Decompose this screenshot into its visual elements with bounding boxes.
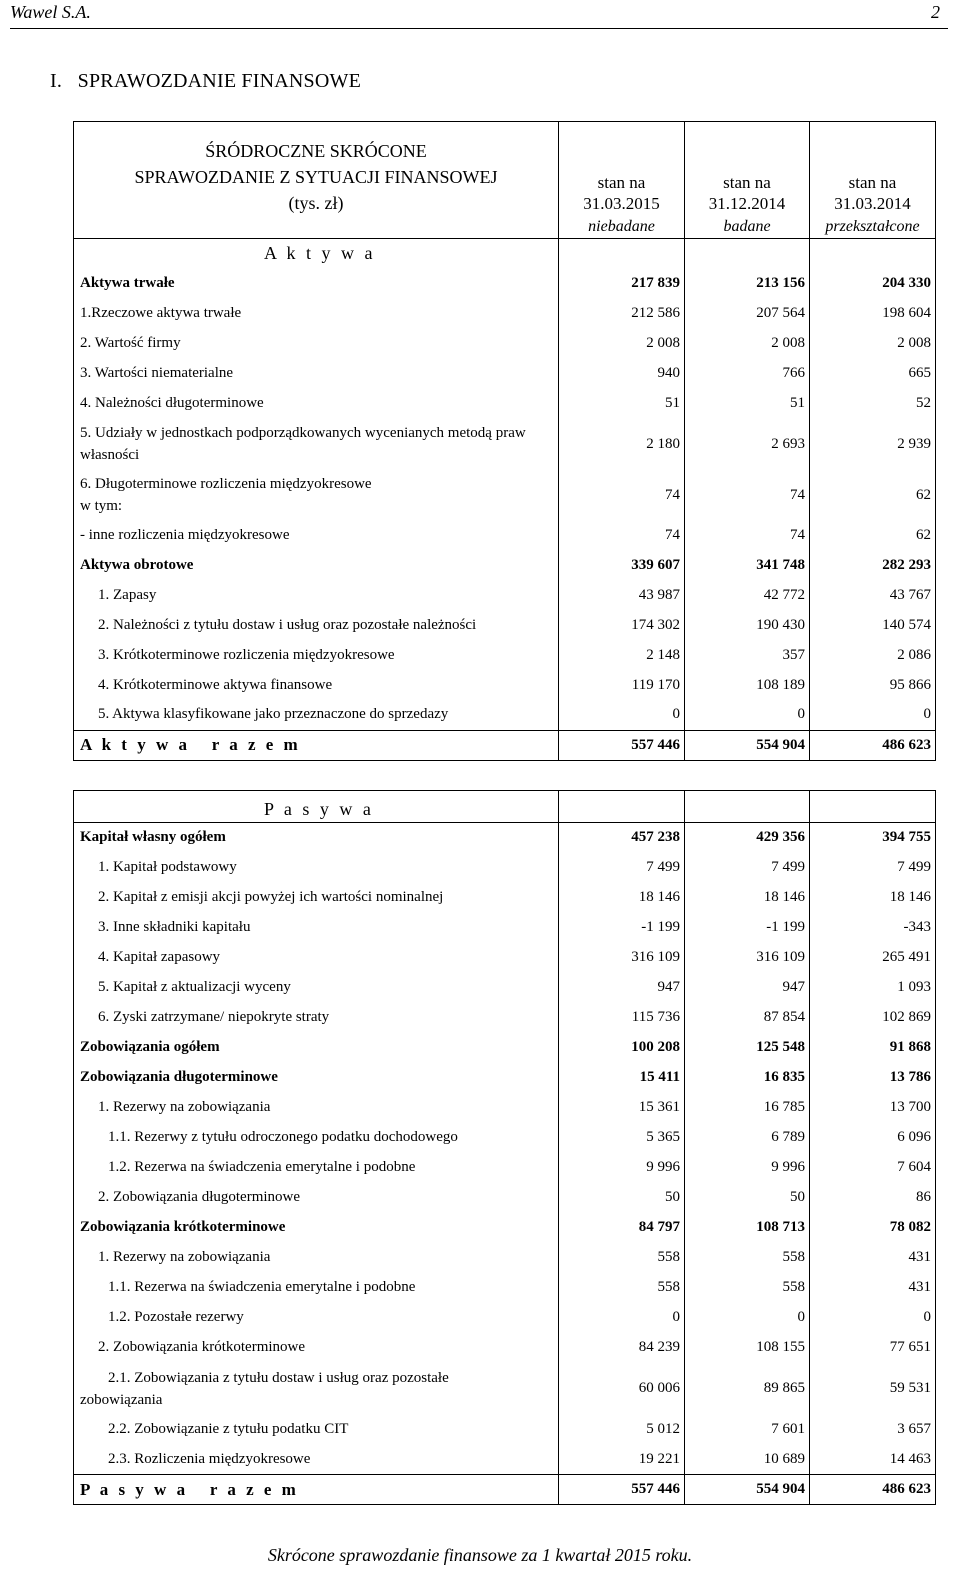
row-value: 429 356	[685, 823, 810, 853]
row-value: 341 748	[685, 550, 810, 580]
title-line-2: SPRAWOZDANIE Z SYTUACJI FINANSOWEJ	[134, 167, 498, 187]
col-header-line1: stan na	[723, 173, 771, 192]
row-label: 1. Kapitał podstawowy	[74, 853, 559, 883]
row-value: 16 835	[685, 1063, 810, 1093]
row-value: 7 499	[685, 853, 810, 883]
row-value: 204 330	[810, 268, 936, 298]
table-row	[74, 700, 936, 730]
table-row	[74, 1063, 936, 1093]
table-row	[74, 1445, 936, 1475]
table-row-total	[74, 1475, 936, 1505]
row-value: 947	[685, 973, 810, 1003]
row-label: 2. Należności z tytułu dostaw i usług oraz pozostałe należności	[74, 610, 559, 640]
row-label: 2.2. Zobowiązanie z tytułu podatku CIT	[74, 1415, 559, 1445]
col-header-line2: 31.03.2015	[583, 194, 660, 213]
row-label-extra: w tym:	[80, 498, 123, 514]
row-value: 486 623	[810, 1475, 936, 1505]
row-value: 102 869	[810, 1003, 936, 1033]
col-header-line2: 31.12.2014	[708, 194, 786, 213]
row-value: 78 082	[810, 1213, 936, 1243]
table-row	[74, 520, 936, 550]
table-row-total	[74, 730, 936, 760]
row-value: 0	[685, 700, 810, 730]
empty-cell	[685, 238, 810, 268]
row-label: Aktywa trwałe	[74, 268, 559, 298]
row-label: Kapitał własny ogółem	[74, 823, 559, 853]
row-value: 212 586	[559, 298, 685, 328]
row-value: 74	[685, 470, 810, 520]
row-value: 43 987	[559, 580, 685, 610]
row-value: 394 755	[810, 823, 936, 853]
row-label-text: 6. Długoterminowe rozliczenia międzyokresowe	[80, 476, 372, 492]
row-value: 119 170	[559, 670, 685, 700]
row-value: 100 208	[559, 1033, 685, 1063]
page-number: 2	[931, 2, 940, 22]
row-value: 0	[559, 1303, 685, 1333]
row-label: 2.3. Rozliczenia międzyokresowe	[74, 1445, 559, 1475]
row-value: 60 006	[559, 1363, 685, 1415]
table-row	[74, 470, 936, 520]
row-label: 4. Kapitał zapasowy	[74, 943, 559, 973]
row-value: 265 491	[810, 943, 936, 973]
row-value: 316 109	[559, 943, 685, 973]
table-row	[74, 943, 936, 973]
title-spacer	[74, 216, 559, 238]
row-label: 4. Należności długoterminowe	[74, 388, 559, 418]
company-name: Wawel S.A.	[10, 2, 91, 22]
table-row	[74, 610, 936, 640]
row-value: 51	[685, 388, 810, 418]
empty-cell	[810, 238, 936, 268]
row-label	[74, 470, 559, 520]
row-value: 554 904	[685, 1475, 810, 1505]
table-row	[74, 973, 936, 1003]
row-value: 84 797	[559, 1213, 685, 1243]
row-value: 18 146	[559, 883, 685, 913]
row-value: 16 785	[685, 1093, 810, 1123]
row-value: 87 854	[685, 1003, 810, 1033]
row-value: 217 839	[559, 268, 685, 298]
col-status: przekształcone	[810, 216, 936, 238]
row-value: 95 866	[810, 670, 936, 700]
table-row	[74, 1093, 936, 1123]
row-value: 125 548	[685, 1033, 810, 1063]
row-value: 316 109	[685, 943, 810, 973]
row-value: 108 155	[685, 1333, 810, 1363]
row-value: -1 199	[685, 913, 810, 943]
col-header-2014-03	[810, 122, 936, 217]
table-row	[74, 1033, 936, 1063]
row-label: 1. Zapasy	[74, 580, 559, 610]
row-value: 5 012	[559, 1415, 685, 1445]
row-label: Aktywa obrotowe	[74, 550, 559, 580]
row-label: 2. Kapitał z emisji akcji powyżej ich wartości nominalnej	[74, 883, 559, 913]
empty-cell	[559, 791, 685, 823]
table-row	[74, 1003, 936, 1033]
col-status: badane	[685, 216, 810, 238]
row-value: 15 361	[559, 1093, 685, 1123]
table-row	[74, 1415, 936, 1445]
row-value: 74	[685, 520, 810, 550]
row-label: 1.1. Rezerwy z tytułu odroczonego podatku dochodowego	[74, 1123, 559, 1153]
table-row	[74, 640, 936, 670]
row-value: 13 786	[810, 1063, 936, 1093]
col-status: niebadane	[559, 216, 685, 238]
row-label: 2. Zobowiązania krótkoterminowe	[74, 1333, 559, 1363]
row-value: 59 531	[810, 1363, 936, 1415]
row-label: Zobowiązania krótkoterminowe	[74, 1213, 559, 1243]
row-value: 108 189	[685, 670, 810, 700]
row-value: 558	[685, 1243, 810, 1273]
row-value: 431	[810, 1273, 936, 1303]
row-value: 115 736	[559, 1003, 685, 1033]
empty-cell	[685, 791, 810, 823]
row-value: 2 008	[559, 328, 685, 358]
row-value: 0	[685, 1303, 810, 1333]
row-label-extra: zobowiązania	[80, 1391, 163, 1408]
table-row	[74, 328, 936, 358]
row-label: - inne rozliczenia międzyokresowe	[74, 520, 559, 550]
table-row	[74, 1183, 936, 1213]
row-value: 766	[685, 358, 810, 388]
row-label: 6. Zyski zatrzymane/ niepokryte straty	[74, 1003, 559, 1033]
row-value: 43 767	[810, 580, 936, 610]
row-label: 5. Aktywa klasyfikowane jako przeznaczone do sprzedazy	[74, 700, 559, 730]
table-row	[74, 1303, 936, 1333]
row-label: A k t y w a r a z e m	[74, 730, 559, 760]
row-label: Zobowiązania długoterminowe	[74, 1063, 559, 1093]
assets-heading: A k t y w a	[74, 238, 559, 268]
row-value: 9 996	[685, 1153, 810, 1183]
row-value: 14 463	[810, 1445, 936, 1475]
row-value: 5 365	[559, 1123, 685, 1153]
row-value: 174 302	[559, 610, 685, 640]
row-label: 1. Rezerwy na zobowiązania	[74, 1243, 559, 1273]
row-value: 339 607	[559, 550, 685, 580]
row-value: 557 446	[559, 1475, 685, 1505]
row-value: 52	[810, 388, 936, 418]
col-header-2014-12	[685, 122, 810, 217]
row-value: 19 221	[559, 1445, 685, 1475]
table-row	[74, 298, 936, 328]
col-header-2015-03	[559, 122, 685, 217]
table-row	[74, 1363, 936, 1415]
section-title: I. SPRAWOZDANIE FINANSOWE	[50, 70, 362, 92]
row-value: 1 093	[810, 973, 936, 1003]
row-value: 198 604	[810, 298, 936, 328]
row-value: 77 651	[810, 1333, 936, 1363]
row-value: 6 789	[685, 1123, 810, 1153]
table-row	[74, 853, 936, 883]
table-row	[74, 670, 936, 700]
row-value: 558	[559, 1243, 685, 1273]
row-value: 557 446	[559, 730, 685, 760]
row-value: 74	[559, 520, 685, 550]
row-label: 1.2. Pozostałe rezerwy	[74, 1303, 559, 1333]
row-value: 18 146	[685, 883, 810, 913]
row-value: 6 096	[810, 1123, 936, 1153]
row-label: 1.2. Rezerwa na świadczenia emerytalne i podobne	[74, 1153, 559, 1183]
table-row	[74, 358, 936, 388]
title-line-3: (tys. zł)	[288, 193, 344, 213]
table-row	[74, 1243, 936, 1273]
row-label: 3. Krótkoterminowe rozliczenia międzyokresowe	[74, 640, 559, 670]
row-value: 665	[810, 358, 936, 388]
row-value: 2 008	[810, 328, 936, 358]
table-row	[74, 913, 936, 943]
liabilities-heading: P a s y w a	[74, 791, 559, 823]
row-value: 558	[559, 1273, 685, 1303]
table-row	[74, 823, 936, 853]
row-value: 0	[559, 700, 685, 730]
row-value: 558	[685, 1273, 810, 1303]
row-value: 140 574	[810, 610, 936, 640]
row-label-text: 5. Udziały w jednostkach podporządkowanych wycenianych metodą praw własności	[80, 425, 526, 463]
row-value: 2 693	[685, 418, 810, 470]
col-header-line1: stan na	[597, 173, 646, 192]
liabilities-table	[73, 790, 936, 1505]
table-row	[74, 580, 936, 610]
row-value: 51	[559, 388, 685, 418]
assets-table	[73, 121, 936, 761]
row-label: 1. Rezerwy na zobowiązania	[74, 1093, 559, 1123]
row-label: 2. Wartość firmy	[74, 328, 559, 358]
row-value: 9 996	[559, 1153, 685, 1183]
row-value: 2 939	[810, 418, 936, 470]
row-label: 3. Wartości niematerialne	[74, 358, 559, 388]
row-label: 1.Rzeczowe aktywa trwałe	[74, 298, 559, 328]
row-value: 91 868	[810, 1033, 936, 1063]
row-value: 86	[810, 1183, 936, 1213]
title-line-1: ŚRÓDROCZNE SKRÓCONE	[205, 141, 427, 161]
row-label: 5. Kapitał z aktualizacji wyceny	[74, 973, 559, 1003]
row-value: 2 148	[559, 640, 685, 670]
page-footer: Skrócone sprawozdanie finansowe za 1 kwartał 2015 roku.	[267, 1545, 693, 1565]
row-value: 74	[559, 470, 685, 520]
row-value: 7 601	[685, 1415, 810, 1445]
row-value: 2 008	[685, 328, 810, 358]
table-row	[74, 1213, 936, 1243]
row-value: 89 865	[685, 1363, 810, 1415]
row-value: 13 700	[810, 1093, 936, 1123]
table-row	[74, 883, 936, 913]
row-value: 50	[685, 1183, 810, 1213]
empty-cell	[559, 238, 685, 268]
row-label: 1.1. Rezerwa na świadczenia emerytalne i podobne	[74, 1273, 559, 1303]
row-label: 2. Zobowiązania długoterminowe	[74, 1183, 559, 1213]
table-row	[74, 1273, 936, 1303]
row-label: Zobowiązania ogółem	[74, 1033, 559, 1063]
header-divider	[10, 28, 948, 29]
row-value: 2 180	[559, 418, 685, 470]
row-value: 10 689	[685, 1445, 810, 1475]
row-value: 357	[685, 640, 810, 670]
col-header-line1: stan na	[848, 173, 897, 192]
row-value: 431	[810, 1243, 936, 1273]
row-value: 50	[559, 1183, 685, 1213]
table-row	[74, 1333, 936, 1363]
col-header-line2: 31.03.2014	[834, 194, 911, 213]
row-value: 0	[810, 700, 936, 730]
row-value: 7 499	[810, 853, 936, 883]
row-value: 457 238	[559, 823, 685, 853]
row-label: 4. Krótkoterminowe aktywa finansowe	[74, 670, 559, 700]
row-value: 84 239	[559, 1333, 685, 1363]
row-label: P a s y w a r a z e m	[74, 1475, 559, 1505]
statement-title	[74, 122, 559, 217]
table-row	[74, 388, 936, 418]
row-value: 207 564	[685, 298, 810, 328]
empty-cell	[810, 791, 936, 823]
page-header	[0, 0, 960, 34]
row-value: 947	[559, 973, 685, 1003]
row-label-text: 2.1. Zobowiązania z tytułu dostaw i usług oraz pozostałe	[108, 1369, 449, 1386]
row-value: 2 086	[810, 640, 936, 670]
row-value: 7 604	[810, 1153, 936, 1183]
row-value: 18 146	[810, 883, 936, 913]
row-label	[74, 1363, 559, 1415]
row-value: 940	[559, 358, 685, 388]
table-row	[74, 550, 936, 580]
row-value: 7 499	[559, 853, 685, 883]
table-row	[74, 1123, 936, 1153]
row-value: 486 623	[810, 730, 936, 760]
row-value: 15 411	[559, 1063, 685, 1093]
row-value: 62	[810, 470, 936, 520]
table-row	[74, 268, 936, 298]
row-value: 190 430	[685, 610, 810, 640]
row-value: 3 657	[810, 1415, 936, 1445]
row-value: 282 293	[810, 550, 936, 580]
row-label: 3. Inne składniki kapitału	[74, 913, 559, 943]
table-row	[74, 418, 936, 470]
row-value: 42 772	[685, 580, 810, 610]
row-value: 108 713	[685, 1213, 810, 1243]
row-value: -343	[810, 913, 936, 943]
table-row	[74, 1153, 936, 1183]
row-value: 0	[810, 1303, 936, 1333]
row-label	[74, 418, 559, 470]
row-value: 213 156	[685, 268, 810, 298]
row-value: 62	[810, 520, 936, 550]
row-value: -1 199	[559, 913, 685, 943]
row-value: 554 904	[685, 730, 810, 760]
